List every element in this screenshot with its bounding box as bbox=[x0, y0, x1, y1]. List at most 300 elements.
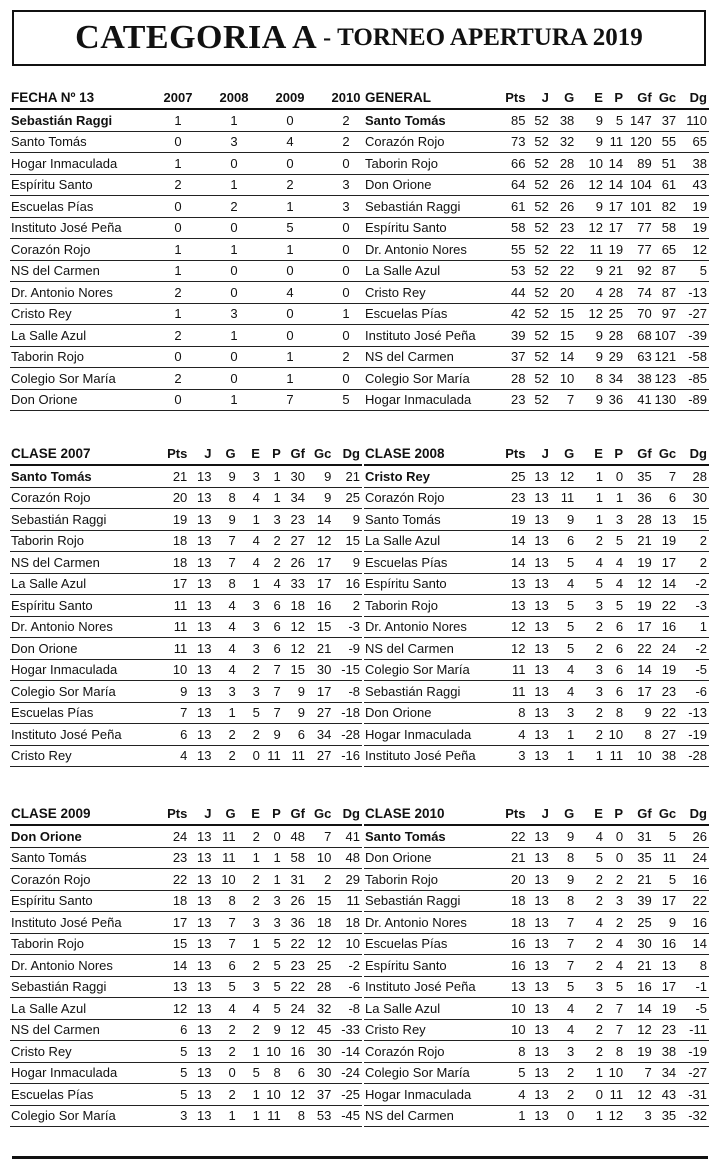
stat-cell: 1 bbox=[238, 1084, 262, 1106]
stat-cell: -28 bbox=[678, 745, 709, 767]
stat-cell: 21 bbox=[625, 869, 654, 891]
stat-cell: 52 bbox=[527, 131, 550, 153]
stat-cell: 38 bbox=[625, 368, 654, 390]
team-name: Sebastián Raggi bbox=[10, 509, 151, 531]
table-row bbox=[364, 1084, 709, 1106]
team-name: NS del Carmen bbox=[10, 1019, 151, 1041]
stat-cell: 38 bbox=[551, 109, 576, 131]
stat-cell: 4 bbox=[213, 595, 237, 617]
stat-cell: 12 bbox=[576, 174, 605, 196]
stat-cell: 12 bbox=[576, 303, 605, 325]
stat-cell: 13 bbox=[527, 573, 550, 595]
stat-cell: 28 bbox=[678, 465, 709, 487]
stat-cell: 7 bbox=[605, 998, 625, 1020]
stat-cell: 1 bbox=[150, 153, 206, 175]
stat-cell: 23 bbox=[654, 1019, 678, 1041]
team-name: Instituto José Peña bbox=[10, 912, 151, 934]
table-row bbox=[364, 638, 709, 660]
stat-cell: 89 bbox=[625, 153, 654, 175]
team-name: Taborin Rojo bbox=[10, 933, 151, 955]
table-row bbox=[364, 912, 709, 934]
stat-cell: 0 bbox=[318, 282, 374, 304]
stat-cell: 2 bbox=[238, 1019, 262, 1041]
stat-cell: -9 bbox=[333, 638, 362, 660]
stat-cell: 2 bbox=[576, 955, 605, 977]
stat-cell: 1 bbox=[576, 509, 605, 531]
stat-cell: 7 bbox=[551, 389, 576, 411]
stat-cell: 9 bbox=[576, 325, 605, 347]
stat-cell: 1 bbox=[213, 702, 237, 724]
stat-cell: 0 bbox=[206, 260, 262, 282]
stat-cell: 9 bbox=[283, 702, 307, 724]
stat-cell: 19 bbox=[654, 530, 678, 552]
stat-cell: 22 bbox=[283, 933, 307, 955]
stat-cell: 13 bbox=[189, 890, 213, 912]
stat-cell: 70 bbox=[625, 303, 654, 325]
stat-cell: 15 bbox=[307, 616, 333, 638]
stat-cell: 2 bbox=[318, 131, 374, 153]
team-name: Hogar Inmaculada bbox=[10, 153, 150, 175]
stat-cell: 22 bbox=[283, 976, 307, 998]
team-name: Escuelas Pías bbox=[10, 196, 150, 218]
team-name: Cristo Rey bbox=[364, 1019, 500, 1041]
stat-cell: 87 bbox=[654, 282, 678, 304]
stat-cell: 16 bbox=[500, 933, 528, 955]
stat-cell: -13 bbox=[678, 702, 709, 724]
stat-cell: 8 bbox=[500, 1041, 528, 1063]
stat-cell: 43 bbox=[654, 1084, 678, 1106]
table-row bbox=[364, 153, 709, 175]
team-name: Escuelas Pías bbox=[364, 552, 500, 574]
stat-cell: 13 bbox=[654, 955, 678, 977]
team-name: Corazón Rojo bbox=[364, 487, 500, 509]
column-header: 2008 bbox=[206, 86, 262, 109]
table-row bbox=[364, 825, 709, 847]
stat-cell: 11 bbox=[333, 890, 362, 912]
stat-cell: 4 bbox=[238, 487, 262, 509]
stat-cell: 12 bbox=[605, 1105, 625, 1127]
stat-cell: 1 bbox=[576, 487, 605, 509]
stat-cell: 5 bbox=[213, 976, 237, 998]
stat-cell: 15 bbox=[551, 303, 576, 325]
stat-cell: 19 bbox=[654, 998, 678, 1020]
team-name: Escuelas Pías bbox=[364, 933, 500, 955]
stat-cell: 37 bbox=[654, 109, 678, 131]
team-name: Santo Tomás bbox=[10, 847, 151, 869]
table-row bbox=[364, 955, 709, 977]
table-row bbox=[364, 890, 709, 912]
stat-cell: 17 bbox=[654, 552, 678, 574]
stat-cell: 5 bbox=[605, 595, 625, 617]
stat-cell: 24 bbox=[283, 998, 307, 1020]
stat-cell: 0 bbox=[206, 282, 262, 304]
table-row bbox=[364, 1062, 709, 1084]
stat-cell: 5 bbox=[605, 109, 625, 131]
table-row bbox=[10, 282, 374, 304]
stat-cell: 9 bbox=[213, 509, 237, 531]
stat-cell: 13 bbox=[189, 1041, 213, 1063]
stat-cell: 20 bbox=[151, 487, 190, 509]
stat-cell: 2 bbox=[576, 869, 605, 891]
team-name: Taborin Rojo bbox=[364, 595, 500, 617]
stat-cell: 52 bbox=[527, 282, 550, 304]
stat-cell: 9 bbox=[576, 109, 605, 131]
stat-cell: 5 bbox=[500, 1062, 528, 1084]
stat-cell: 41 bbox=[333, 825, 362, 847]
stat-cell: 52 bbox=[527, 239, 550, 261]
table-row bbox=[10, 303, 374, 325]
stat-cell: 5 bbox=[551, 595, 576, 617]
stat-cell: -31 bbox=[678, 1084, 709, 1106]
team-name: Dr. Antonio Nores bbox=[10, 955, 151, 977]
stat-cell: 1 bbox=[576, 465, 605, 487]
stat-cell: 2 bbox=[576, 530, 605, 552]
table-row bbox=[364, 530, 709, 552]
stat-cell: 68 bbox=[625, 325, 654, 347]
team-name: Dr. Antonio Nores bbox=[10, 616, 151, 638]
table-row bbox=[364, 1041, 709, 1063]
stat-cell: 61 bbox=[500, 196, 528, 218]
stat-cell: 9 bbox=[333, 509, 362, 531]
stat-cell: 13 bbox=[527, 933, 550, 955]
stat-cell: 13 bbox=[189, 912, 213, 934]
table-row bbox=[10, 1019, 362, 1041]
stat-cell: 2 bbox=[238, 825, 262, 847]
table-row bbox=[364, 346, 709, 368]
table-row bbox=[10, 681, 362, 703]
stat-cell: -32 bbox=[678, 1105, 709, 1127]
stat-cell: 1 bbox=[238, 509, 262, 531]
stat-cell: 13 bbox=[527, 1019, 550, 1041]
stat-cell: 48 bbox=[283, 825, 307, 847]
stat-cell: 24 bbox=[151, 825, 190, 847]
stat-cell: 12 bbox=[678, 239, 709, 261]
team-name: Santo Tomás bbox=[364, 109, 500, 131]
table-row bbox=[10, 825, 362, 847]
stat-cell: 9 bbox=[307, 487, 333, 509]
table-row bbox=[364, 239, 709, 261]
stat-cell: 19 bbox=[678, 217, 709, 239]
table-row bbox=[10, 509, 362, 531]
table-row bbox=[364, 196, 709, 218]
team-name: Sebastián Raggi bbox=[364, 890, 500, 912]
stat-cell: 16 bbox=[678, 869, 709, 891]
stat-cell: 0 bbox=[262, 303, 318, 325]
table-row bbox=[364, 109, 709, 131]
stat-cell: 11 bbox=[213, 847, 237, 869]
stat-cell: 52 bbox=[527, 260, 550, 282]
team-name: La Salle Azul bbox=[364, 260, 500, 282]
stat-cell: 8 bbox=[625, 724, 654, 746]
stat-cell: 18 bbox=[500, 890, 528, 912]
stat-cell: 20 bbox=[551, 282, 576, 304]
title-box bbox=[12, 10, 706, 66]
stat-cell: 0 bbox=[206, 368, 262, 390]
stat-cell: 14 bbox=[625, 659, 654, 681]
stat-cell: -89 bbox=[678, 389, 709, 411]
stat-cell: 27 bbox=[654, 724, 678, 746]
stat-cell: 18 bbox=[500, 912, 528, 934]
table-row bbox=[364, 998, 709, 1020]
stat-cell: 13 bbox=[500, 595, 528, 617]
column-header: E bbox=[238, 442, 262, 465]
stat-cell: 13 bbox=[527, 552, 550, 574]
stat-cell: 4 bbox=[576, 912, 605, 934]
stat-cell: 1 bbox=[206, 239, 262, 261]
stat-cell: 11 bbox=[551, 487, 576, 509]
stat-cell: 2 bbox=[551, 1084, 576, 1106]
stat-cell: 1 bbox=[150, 303, 206, 325]
table-row bbox=[364, 303, 709, 325]
team-name: Santo Tomás bbox=[10, 131, 150, 153]
team-name: NS del Carmen bbox=[10, 260, 150, 282]
stat-cell: 1 bbox=[206, 174, 262, 196]
stat-cell: 4 bbox=[551, 1019, 576, 1041]
stat-cell: 2 bbox=[150, 174, 206, 196]
stat-cell: 13 bbox=[527, 890, 550, 912]
stat-cell: 13 bbox=[189, 638, 213, 660]
title-category: CATEGORIA A bbox=[75, 19, 318, 56]
stat-cell: 12 bbox=[283, 1084, 307, 1106]
table-row bbox=[364, 131, 709, 153]
stat-cell: 17 bbox=[307, 552, 333, 574]
stat-cell: 1 bbox=[213, 1105, 237, 1127]
stat-cell: 22 bbox=[151, 869, 190, 891]
stat-cell: 3 bbox=[318, 196, 374, 218]
stat-cell: 16 bbox=[307, 595, 333, 617]
stat-cell: 2 bbox=[678, 552, 709, 574]
stat-cell: 27 bbox=[307, 702, 333, 724]
stat-cell: 24 bbox=[678, 847, 709, 869]
stat-cell: 55 bbox=[500, 239, 528, 261]
stat-cell: 16 bbox=[678, 912, 709, 934]
stat-cell: 1 bbox=[238, 573, 262, 595]
table-row bbox=[10, 1084, 362, 1106]
stat-cell: 5 bbox=[151, 1041, 190, 1063]
stat-cell: 10 bbox=[213, 869, 237, 891]
stat-cell: 11 bbox=[151, 638, 190, 660]
stat-cell: 12 bbox=[625, 1084, 654, 1106]
table-general bbox=[364, 86, 709, 411]
stat-cell: -11 bbox=[678, 1019, 709, 1041]
stat-cell: 13 bbox=[527, 616, 550, 638]
stat-cell: 8 bbox=[605, 702, 625, 724]
team-name: Don Orione bbox=[364, 702, 500, 724]
stat-cell: 1 bbox=[262, 239, 318, 261]
stat-cell: -13 bbox=[678, 282, 709, 304]
table-row bbox=[10, 659, 362, 681]
stat-cell: 21 bbox=[500, 847, 528, 869]
stat-cell: 8 bbox=[576, 368, 605, 390]
stat-cell: 6 bbox=[605, 681, 625, 703]
stat-cell: 4 bbox=[576, 825, 605, 847]
table-row bbox=[10, 955, 362, 977]
stat-cell: 2 bbox=[262, 174, 318, 196]
table-row bbox=[364, 724, 709, 746]
table-title: CLASE 2010 bbox=[364, 802, 500, 825]
stat-cell: 14 bbox=[500, 552, 528, 574]
stat-cell: 36 bbox=[283, 912, 307, 934]
stat-cell: 0 bbox=[318, 153, 374, 175]
stat-cell: 2 bbox=[318, 346, 374, 368]
stat-cell: 3 bbox=[625, 1105, 654, 1127]
stat-cell: 1 bbox=[576, 745, 605, 767]
stat-cell: 8 bbox=[213, 487, 237, 509]
column-header: E bbox=[576, 802, 605, 825]
stat-cell: 52 bbox=[527, 325, 550, 347]
stat-cell: 7 bbox=[262, 659, 283, 681]
stat-cell: 1 bbox=[150, 109, 206, 131]
stat-cell: 13 bbox=[527, 638, 550, 660]
stat-cell: 15 bbox=[307, 890, 333, 912]
column-header: Gf bbox=[283, 802, 307, 825]
team-name: Colegio Sor María bbox=[364, 368, 500, 390]
stat-cell: 0 bbox=[605, 465, 625, 487]
table-row bbox=[364, 745, 709, 767]
stat-cell: 5 bbox=[151, 1084, 190, 1106]
table-row bbox=[364, 869, 709, 891]
stat-cell: -27 bbox=[678, 303, 709, 325]
stat-cell: 13 bbox=[189, 702, 213, 724]
column-header: Gc bbox=[307, 802, 333, 825]
stat-cell: 9 bbox=[576, 260, 605, 282]
stat-cell: 2 bbox=[238, 869, 262, 891]
table-row bbox=[10, 174, 374, 196]
stat-cell: 31 bbox=[283, 869, 307, 891]
stat-cell: 2 bbox=[262, 530, 283, 552]
stat-cell: 1 bbox=[262, 869, 283, 891]
stat-cell: 19 bbox=[605, 239, 625, 261]
stat-cell: 97 bbox=[654, 303, 678, 325]
stat-cell: 4 bbox=[213, 616, 237, 638]
team-name: La Salle Azul bbox=[364, 530, 500, 552]
table-header-row bbox=[10, 802, 362, 825]
stat-cell: 0 bbox=[206, 153, 262, 175]
stat-cell: 3 bbox=[551, 702, 576, 724]
stat-cell: 19 bbox=[625, 1041, 654, 1063]
stat-cell: 21 bbox=[307, 638, 333, 660]
stat-cell: 5 bbox=[551, 552, 576, 574]
table-row bbox=[364, 465, 709, 487]
stat-cell: 3 bbox=[238, 976, 262, 998]
stat-cell: 13 bbox=[500, 976, 528, 998]
stat-cell: 11 bbox=[151, 616, 190, 638]
column-header: Pts bbox=[151, 442, 190, 465]
stat-cell: 2 bbox=[150, 325, 206, 347]
stat-cell: 34 bbox=[654, 1062, 678, 1084]
stat-cell: 14 bbox=[654, 573, 678, 595]
table-row bbox=[364, 659, 709, 681]
stat-cell: 4 bbox=[576, 282, 605, 304]
stat-cell: 123 bbox=[654, 368, 678, 390]
stat-cell: 0 bbox=[262, 825, 283, 847]
team-name: Don Orione bbox=[364, 174, 500, 196]
column-header: J bbox=[527, 802, 550, 825]
stat-cell: 19 bbox=[625, 595, 654, 617]
team-name: La Salle Azul bbox=[10, 325, 150, 347]
column-header: Pts bbox=[151, 802, 190, 825]
stat-cell: 17 bbox=[654, 976, 678, 998]
stat-cell: 13 bbox=[527, 1041, 550, 1063]
stat-cell: 4 bbox=[551, 573, 576, 595]
table-row bbox=[10, 933, 362, 955]
stat-cell: 10 bbox=[500, 1019, 528, 1041]
stat-cell: 0 bbox=[262, 153, 318, 175]
stat-cell: 1 bbox=[262, 368, 318, 390]
stat-cell: 13 bbox=[500, 573, 528, 595]
table-clase-2010 bbox=[364, 802, 709, 1127]
stat-cell: 29 bbox=[605, 346, 625, 368]
stat-cell: 36 bbox=[625, 487, 654, 509]
stat-cell: 10 bbox=[262, 1084, 283, 1106]
stat-cell: 13 bbox=[189, 955, 213, 977]
table-row bbox=[10, 595, 362, 617]
stat-cell: 15 bbox=[151, 933, 190, 955]
stat-cell: -2 bbox=[678, 573, 709, 595]
stat-cell: 28 bbox=[551, 153, 576, 175]
table-row bbox=[364, 217, 709, 239]
table-clase-2009 bbox=[10, 802, 362, 1127]
stat-cell: 3 bbox=[238, 616, 262, 638]
column-header: Dg bbox=[678, 86, 709, 109]
stat-cell: 13 bbox=[189, 1105, 213, 1127]
stat-cell: 65 bbox=[678, 131, 709, 153]
table-header-row bbox=[10, 442, 362, 465]
stat-cell: 66 bbox=[500, 153, 528, 175]
stat-cell: 9 bbox=[625, 702, 654, 724]
table-row bbox=[10, 616, 362, 638]
stat-cell: 4 bbox=[262, 573, 283, 595]
stat-cell: 9 bbox=[307, 465, 333, 487]
stat-cell: 130 bbox=[654, 389, 678, 411]
stat-cell: 10 bbox=[307, 847, 333, 869]
stat-cell: 9 bbox=[551, 825, 576, 847]
table-row bbox=[10, 239, 374, 261]
table-row bbox=[10, 530, 362, 552]
team-name: Espíritu Santo bbox=[10, 595, 151, 617]
stat-cell: 5 bbox=[318, 389, 374, 411]
stat-cell: 10 bbox=[262, 1041, 283, 1063]
stat-cell: 2 bbox=[150, 282, 206, 304]
stat-cell: 16 bbox=[283, 1041, 307, 1063]
stat-cell: -15 bbox=[333, 659, 362, 681]
stat-cell: 4 bbox=[213, 998, 237, 1020]
stat-cell: 4 bbox=[238, 530, 262, 552]
stat-cell: 35 bbox=[625, 847, 654, 869]
stat-cell: 11 bbox=[500, 659, 528, 681]
stat-cell: 4 bbox=[576, 552, 605, 574]
stat-cell: 25 bbox=[307, 955, 333, 977]
stat-cell: 13 bbox=[527, 681, 550, 703]
stat-cell: 7 bbox=[262, 389, 318, 411]
team-name: NS del Carmen bbox=[364, 1105, 500, 1127]
table-row bbox=[10, 196, 374, 218]
stat-cell: 1 bbox=[262, 196, 318, 218]
stat-cell: 26 bbox=[283, 552, 307, 574]
stat-cell: 23 bbox=[654, 681, 678, 703]
stat-cell: 1 bbox=[500, 1105, 528, 1127]
stat-cell: 28 bbox=[307, 976, 333, 998]
team-name: Sebastián Raggi bbox=[364, 681, 500, 703]
team-name: Don Orione bbox=[10, 389, 150, 411]
stat-cell: 4 bbox=[151, 745, 190, 767]
stat-cell: 3 bbox=[238, 465, 262, 487]
stat-cell: 10 bbox=[605, 724, 625, 746]
stat-cell: 4 bbox=[262, 131, 318, 153]
stat-cell: 0 bbox=[318, 260, 374, 282]
stat-cell: 29 bbox=[333, 869, 362, 891]
stat-cell: 48 bbox=[333, 847, 362, 869]
